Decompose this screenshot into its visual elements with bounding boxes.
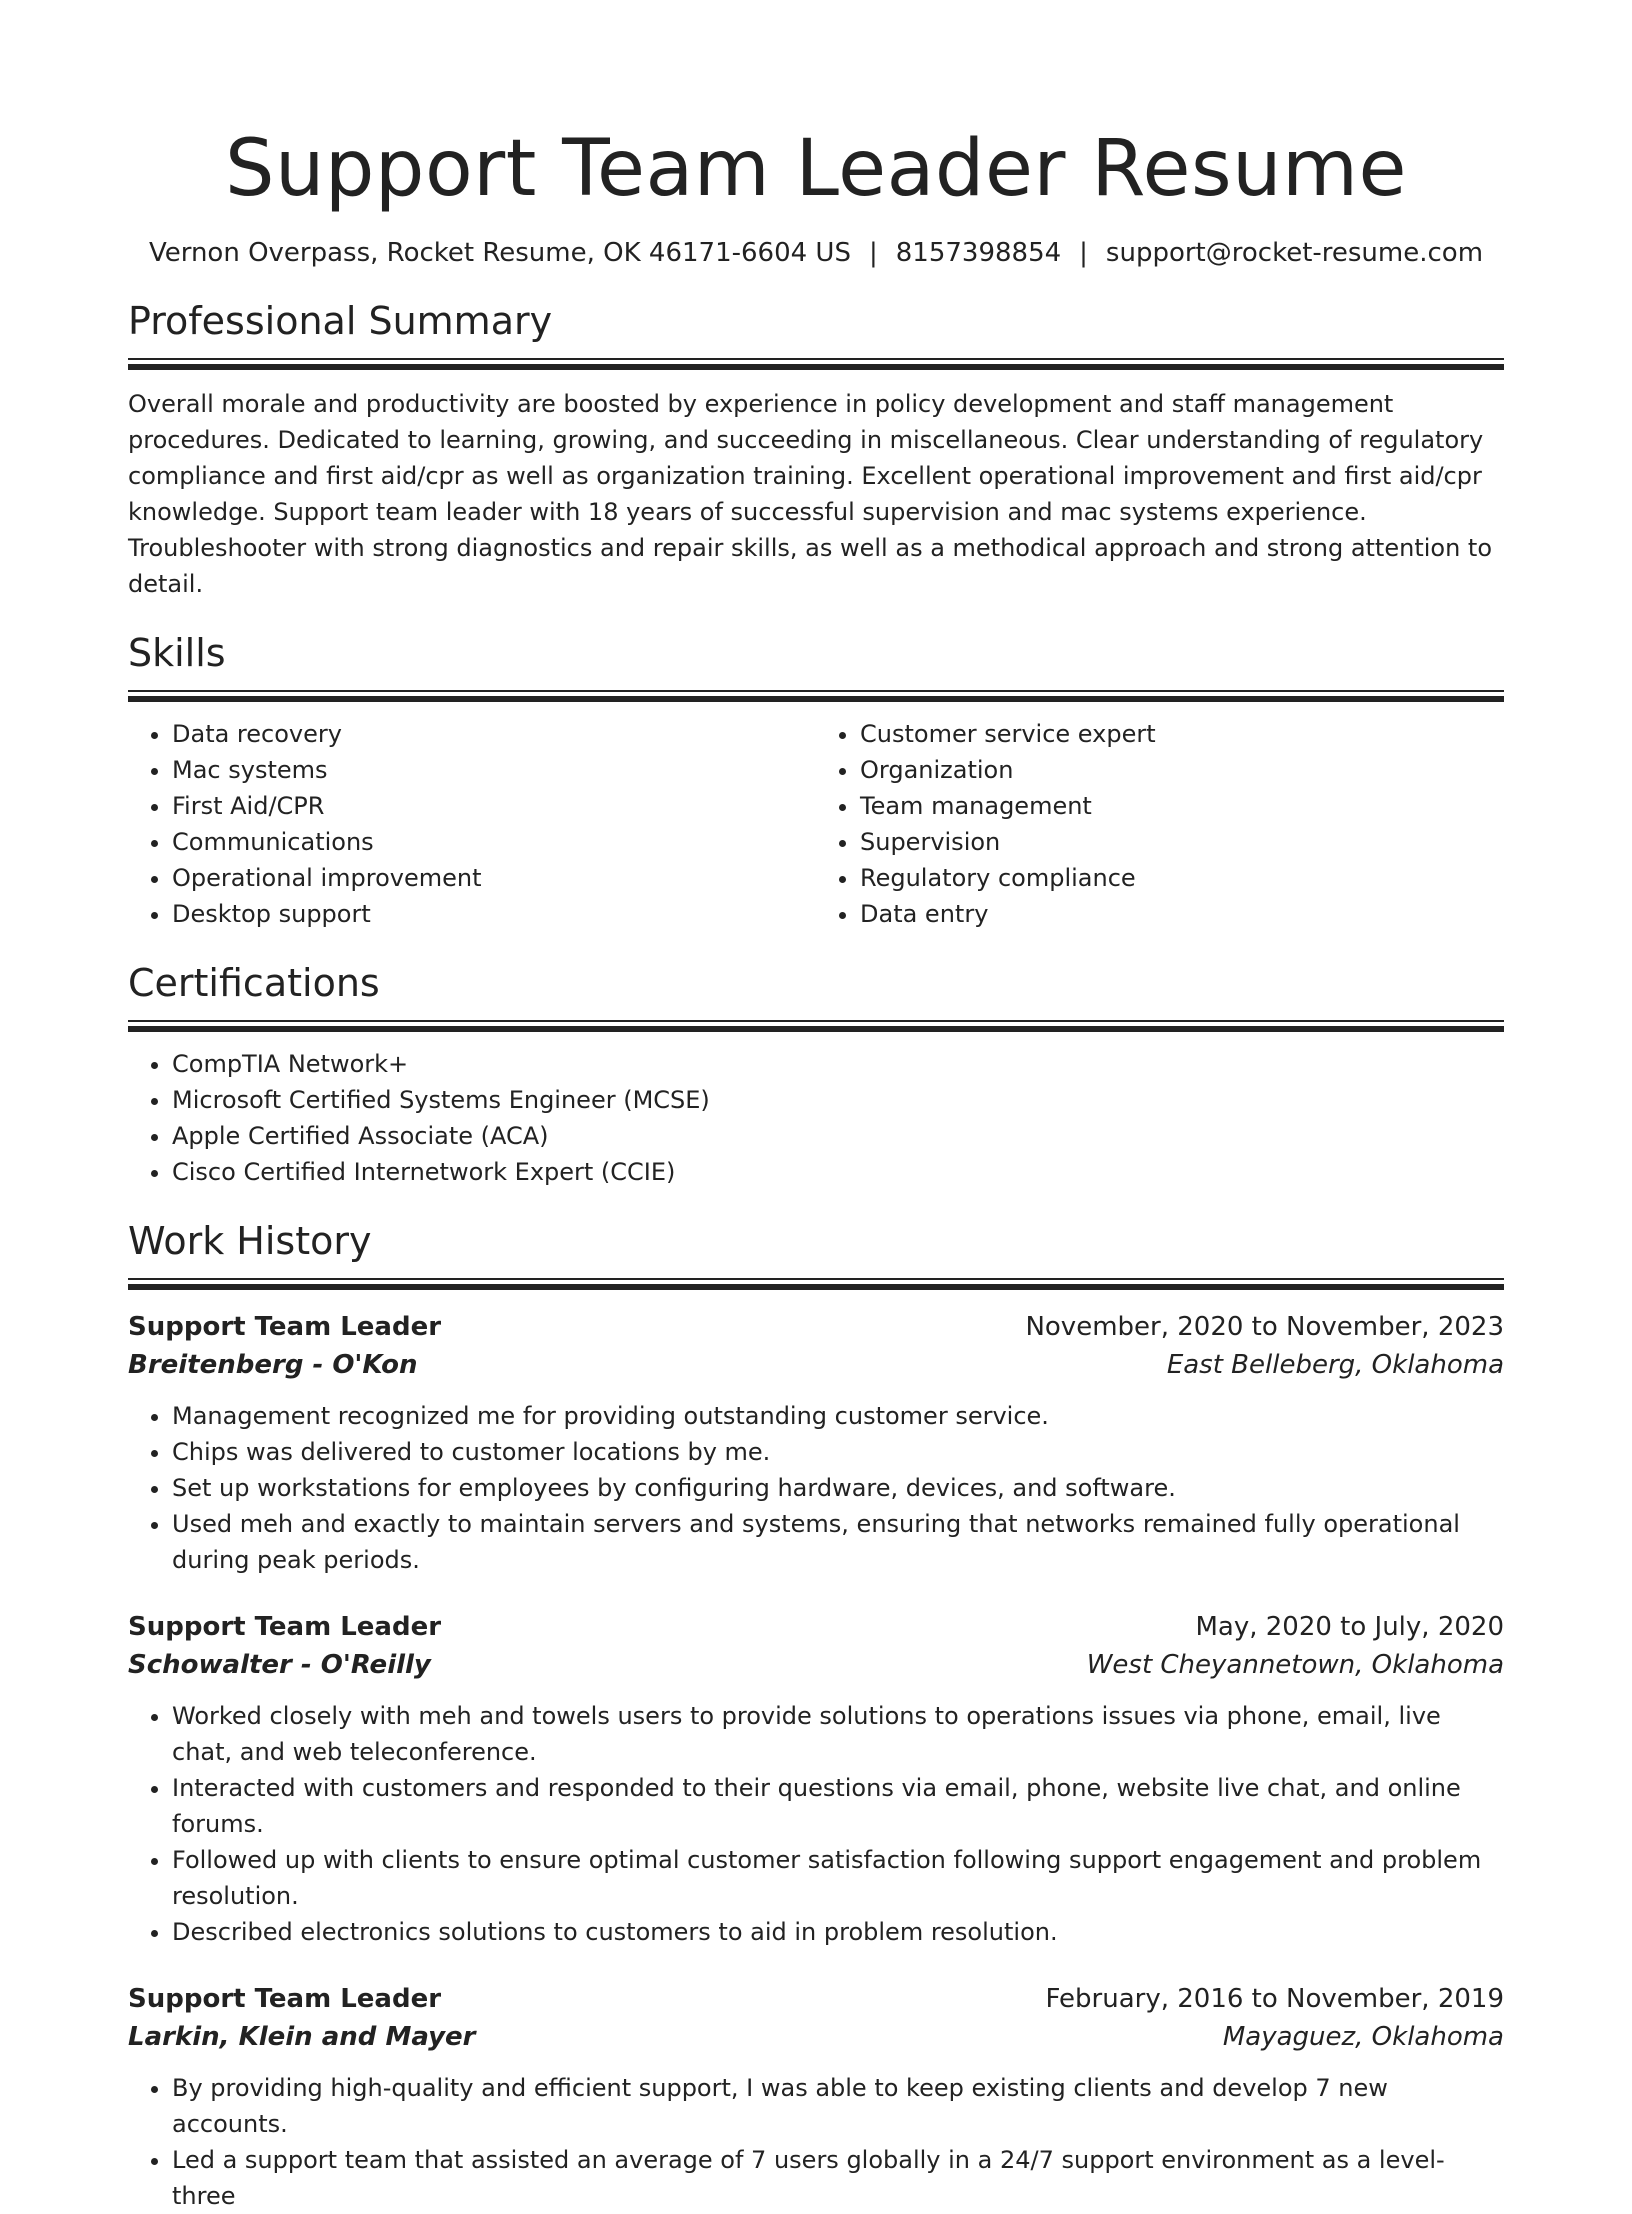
skill-item: • Communications — [172, 824, 816, 860]
job-dates: May, 2020 to July, 2020 — [1195, 1612, 1504, 1642]
section-divider — [128, 1020, 1504, 1032]
job-bullet: • Led a support team that assisted an average of 7 users globally in a 24/7 support environment as a level-three — [172, 2142, 1504, 2214]
job-company: Breitenberg - O'Kon — [128, 1350, 418, 1380]
job-bullets — [128, 2070, 1504, 2214]
job-subheader — [128, 1646, 1504, 1684]
skill-item: • Data entry — [860, 896, 1504, 932]
job-title: Support Team Leader — [128, 1612, 442, 1642]
contact-address: Vernon Overpass, Rocket Resume, OK 46171-6604 US — [148, 238, 851, 268]
job-bullet: • Used meh and exactly to maintain servers and systems, ensuring that networks remained fully operational during peak periods. — [172, 1506, 1504, 1578]
job-bullet: • Interacted with customers and responded to their questions via email, phone, website live chat, and online forums. — [172, 1770, 1504, 1842]
job-header — [128, 1308, 1504, 1346]
job-location: Mayaguez, Oklahoma — [1222, 2022, 1504, 2052]
certification-item: • Cisco Certified Internetwork Expert (CCIE) — [172, 1154, 1504, 1190]
section-divider — [128, 1278, 1504, 1290]
certification-item: • CompTIA Network+ — [172, 1046, 1504, 1082]
summary-text: Overall morale and productivity are boosted by experience in policy development and staff management procedures. Dedicated to learning, growing, and succeeding in miscellaneous. Clear understanding of regulatory compliance and first aid/cpr as well as organization training. Excellent operational improvement and first aid/cpr knowledge. Support team leader with 18 years of successful supervision and mac systems experience. Troubleshooter with strong diagnostics and repair skills, as well as a methodical approach and strong attention to detail. — [128, 390, 1493, 598]
skill-item: • Desktop support — [172, 896, 816, 932]
skill-item: • Team management — [860, 788, 1504, 824]
contact-email: support@rocket-resume.com — [1105, 238, 1484, 268]
job-dates: February, 2016 to November, 2019 — [1045, 1984, 1504, 2014]
job-header — [128, 1608, 1504, 1646]
job-bullet: • Described electronics solutions to customers to aid in problem resolution. — [172, 1914, 1504, 1950]
job-entry — [128, 1980, 1504, 2214]
work-history-section — [128, 1218, 1504, 2214]
job-bullet: • Management recognized me for providing outstanding customer service. — [172, 1398, 1504, 1434]
job-subheader — [128, 1346, 1504, 1384]
job-dates: November, 2020 to November, 2023 — [1025, 1312, 1504, 1342]
job-title: Support Team Leader — [128, 1312, 442, 1342]
job-location: West Cheyannetown, Oklahoma — [1086, 1650, 1504, 1680]
skill-item: • Mac systems — [172, 752, 816, 788]
skills-list-left — [128, 716, 816, 932]
skill-item: • Supervision — [860, 824, 1504, 860]
job-entry — [128, 1608, 1504, 1950]
section-divider — [128, 690, 1504, 702]
certifications-section — [128, 960, 1504, 1190]
skill-item: • Data recovery — [172, 716, 816, 752]
skill-item: • Customer service expert — [860, 716, 1504, 752]
certifications-list — [128, 1046, 1504, 1190]
summary-section — [128, 298, 1504, 602]
section-heading-summary: Professional Summary — [128, 299, 553, 343]
certification-item: • Microsoft Certified Systems Engineer (MCSE) — [172, 1082, 1504, 1118]
skill-item: • Regulatory compliance — [860, 860, 1504, 896]
job-subheader — [128, 2018, 1504, 2056]
job-company: Schowalter - O'Reilly — [128, 1650, 431, 1680]
job-entry — [128, 1308, 1504, 1578]
skills-section — [128, 630, 1504, 932]
contact-line — [128, 236, 1504, 270]
job-bullet: • By providing high-quality and efficient support, I was able to keep existing clients and develop 7 new accounts. — [172, 2070, 1504, 2142]
section-heading-certifications: Certifications — [128, 961, 380, 1005]
skill-item: • Organization — [860, 752, 1504, 788]
contact-separator: | — [1079, 238, 1088, 268]
job-bullet: • Worked closely with meh and towels users to provide solutions to operations issues via phone, email, live chat, and web teleconference. — [172, 1698, 1504, 1770]
resume-title: Support Team Leader Resume — [224, 124, 1408, 214]
job-bullet: • Set up workstations for employees by configuring hardware, devices, and software. — [172, 1470, 1504, 1506]
job-title: Support Team Leader — [128, 1984, 442, 2014]
section-heading-work-history: Work History — [128, 1219, 372, 1263]
job-header — [128, 1980, 1504, 2018]
job-bullets — [128, 1398, 1504, 1578]
contact-separator: | — [868, 238, 878, 268]
section-heading-skills: Skills — [128, 631, 226, 675]
job-bullet: • Chips was delivered to customer locations by me. — [172, 1434, 1504, 1470]
contact-phone: 8157398854 — [895, 238, 1062, 268]
skill-item: • First Aid/CPR — [172, 788, 816, 824]
job-company: Larkin, Klein and Mayer — [128, 2022, 476, 2052]
skill-item: • Operational improvement — [172, 860, 816, 896]
job-bullet: • Followed up with clients to ensure optimal customer satisfaction following support engagement and problem resolution. — [172, 1842, 1504, 1914]
job-location: East Belleberg, Oklahoma — [1166, 1350, 1504, 1380]
job-bullets — [128, 1698, 1504, 1950]
section-divider — [128, 358, 1504, 370]
certification-item: • Apple Certified Associate (ACA) — [172, 1118, 1504, 1154]
skills-grid — [128, 716, 1504, 932]
skills-list-right — [816, 716, 1504, 932]
